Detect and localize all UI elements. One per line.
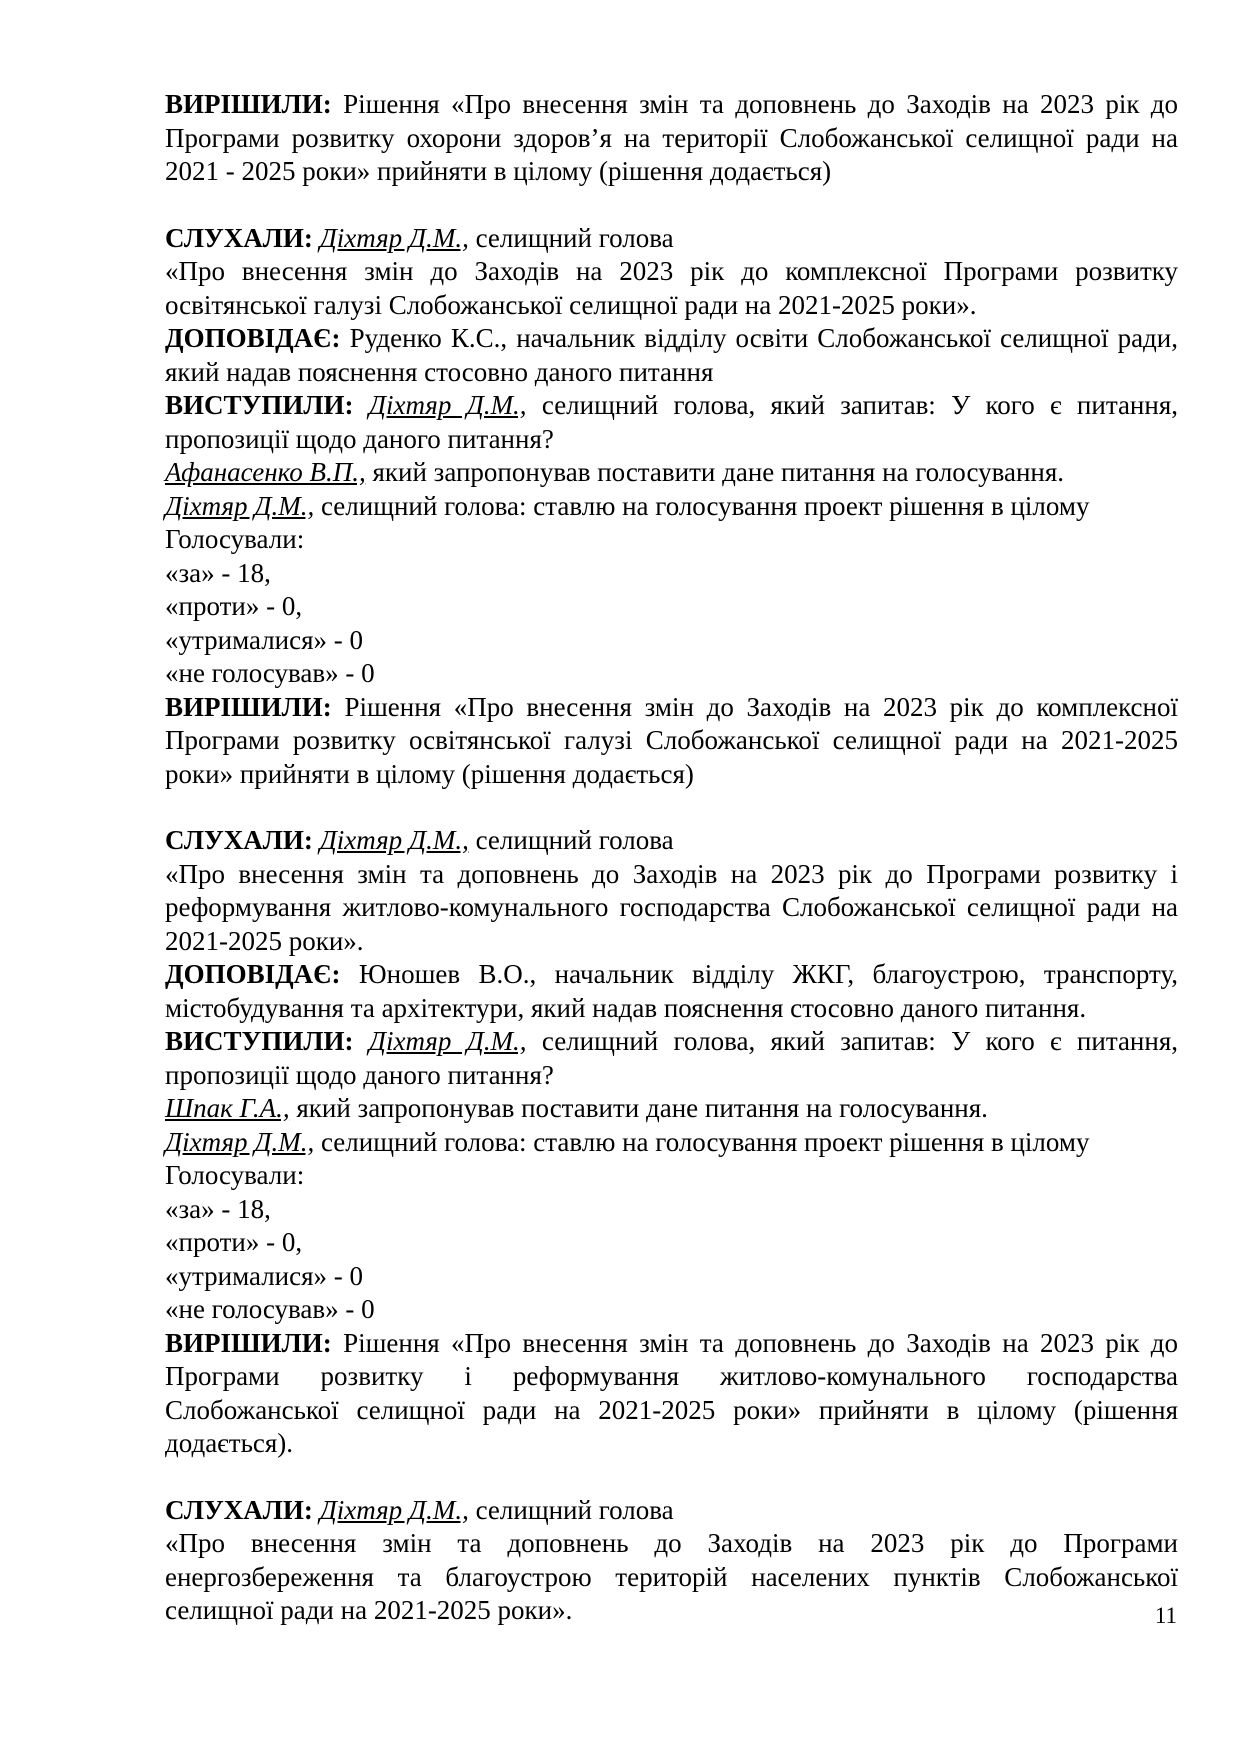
- reports-text: Руденко К.С., начальник відділу освіти Слобожанської селищної ради, який надав пояснення стосовно даного питання: [165, 323, 1178, 387]
- spoke-name: Діхтяр Д.М.,: [368, 390, 527, 420]
- topic-paragraph: «Про внесення змін до Заходів на 2023 рік до комплексної Програми розвитку освітянської галузі Слобожанської селищної ради на 2021-2025 роки».: [165, 256, 1178, 320]
- decided-text: Рішення «Про внесення змін та доповнень до Заходів на 2023 рік до Програми розвитку охорони здоров’я на території Слобожанської селищної ради на 2021 - 2025 роки» прийняти в цілому (рішення додається): [165, 89, 1178, 186]
- agenda-item-energy: [165, 1494, 1178, 1628]
- reports-paragraph: [165, 958, 1178, 1025]
- vote-against: «проти» - 0,: [165, 591, 303, 621]
- vote-for: «за» - 18,: [165, 557, 271, 588]
- spoke-name: Діхтяр Д.М.,: [368, 1026, 527, 1056]
- speaker-name: Діхтяр Д.М.,: [319, 825, 469, 855]
- vote-abstained: «утрималися» - 0: [165, 1260, 364, 1291]
- heard-line: [165, 824, 1178, 858]
- chair-line: [165, 490, 1178, 524]
- section-gap: [165, 1461, 1178, 1494]
- speaker-role: селищний голова: [468, 1494, 674, 1525]
- heard-label: СЛУХАЛИ:: [165, 825, 313, 855]
- heard-line: [165, 222, 1178, 256]
- vote-not-voted: «не голосував» - 0: [165, 658, 375, 688]
- speaker-name: Діхтяр Д.М.,: [319, 1494, 469, 1525]
- decision-paragraph: [165, 1327, 1178, 1461]
- chair-name: Діхтяр Д.М.,: [165, 1126, 315, 1157]
- reports-text: Юношев В.О., начальник відділу ЖКГ, благоустрою, транспорту, містобудування та архітектури, який надав пояснення стосовно даного питання.: [165, 959, 1178, 1023]
- decided-label: ВИРІШИЛИ:: [165, 691, 332, 722]
- vote-abstained: «утрималися» - 0: [165, 624, 364, 655]
- heard-label: СЛУХАЛИ:: [165, 222, 313, 253]
- vote-for: «за» - 18,: [165, 1193, 271, 1224]
- decision-paragraph: [165, 88, 1178, 189]
- decided-text: Рішення «Про внесення змін та доповнень до Заходів на 2023 рік до Програми розвитку і реформування житлово-комунального господарства Слобожанської селищної ради на 2021-2025 роки» прийняти в цілому (рішення додається).: [165, 1327, 1178, 1458]
- chair-name: Діхтяр Д.М.,: [165, 490, 315, 521]
- decided-text: Рішення «Про внесення змін до Заходів на 2023 рік до комплексної Програми розвитку освітянської галузі Слобожанської селищної ради на 2021-2025 роки» прийняти в цілому (рішення додається): [165, 691, 1178, 789]
- topic-paragraph: «Про внесення змін та доповнень до Заходів на 2023 рік до Програми енергозбереження та благоустрою територій населених пунктів Слобожанської селищної ради на 2021-2025 роки».: [165, 1528, 1178, 1625]
- chair-text: селищний голова: ставлю на голосування проект рішення в цілому: [314, 490, 1090, 521]
- spoke-paragraph: [165, 389, 1178, 456]
- reports-label: ДОПОВІДАЄ:: [165, 959, 341, 989]
- chair-text: селищний голова: ставлю на голосування проект рішення в цілому: [314, 1126, 1090, 1157]
- speaker-role: селищний голова: [468, 825, 674, 855]
- reports-paragraph: [165, 322, 1178, 389]
- heard-label: СЛУХАЛИ:: [165, 1494, 313, 1525]
- decision-paragraph: [165, 691, 1178, 792]
- voted-label: Голосували:: [165, 1160, 305, 1190]
- proposer-line: [165, 1092, 1178, 1126]
- reports-label: ДОПОВІДАЄ:: [165, 323, 341, 353]
- proposer-name: Шпак Г.А.,: [165, 1093, 290, 1123]
- vote-not-voted: «не голосував» - 0: [165, 1294, 375, 1324]
- page-number: 11: [1154, 1603, 1177, 1628]
- proposer-text: який запропонував поставити дане питання на голосування.: [365, 457, 1065, 487]
- topic-paragraph: «Про внесення змін та доповнень до Заходів на 2023 рік до Програми розвитку і реформування житлово-комунального господарства Слобожанської селищної ради на 2021-2025 роки».: [165, 858, 1178, 956]
- voted-label: Голосували:: [165, 524, 305, 554]
- spoke-label: ВИСТУПИЛИ:: [165, 1026, 354, 1056]
- vote-against: «проти» - 0,: [165, 1227, 303, 1257]
- proposer-line: [165, 456, 1178, 490]
- proposer-text: який запропонував поставити дане питання на голосування.: [289, 1093, 988, 1123]
- heard-line: [165, 1494, 1178, 1528]
- section-gap: [165, 791, 1178, 824]
- chair-line: [165, 1126, 1178, 1160]
- spoke-text: селищний голова, який запитав: У кого є питання, пропозиції щодо даного питання?: [165, 390, 1179, 454]
- spoke-label: ВИСТУПИЛИ:: [165, 390, 354, 420]
- decided-label: ВИРІШИЛИ:: [165, 89, 332, 119]
- speaker-name: Діхтяр Д.М.,: [319, 222, 469, 253]
- agenda-item-education: [165, 222, 1178, 792]
- spoke-paragraph: [165, 1025, 1178, 1092]
- section-gap: [165, 189, 1178, 222]
- spoke-text: селищний голова, який запитав: У кого є питання, пропозиції щодо даного питання?: [165, 1026, 1179, 1090]
- speaker-role: селищний голова: [468, 222, 674, 253]
- proposer-name: Афанасенко В.П.,: [165, 457, 366, 487]
- decided-label: ВИРІШИЛИ:: [165, 1327, 332, 1358]
- agenda-item-housing: [165, 824, 1178, 1461]
